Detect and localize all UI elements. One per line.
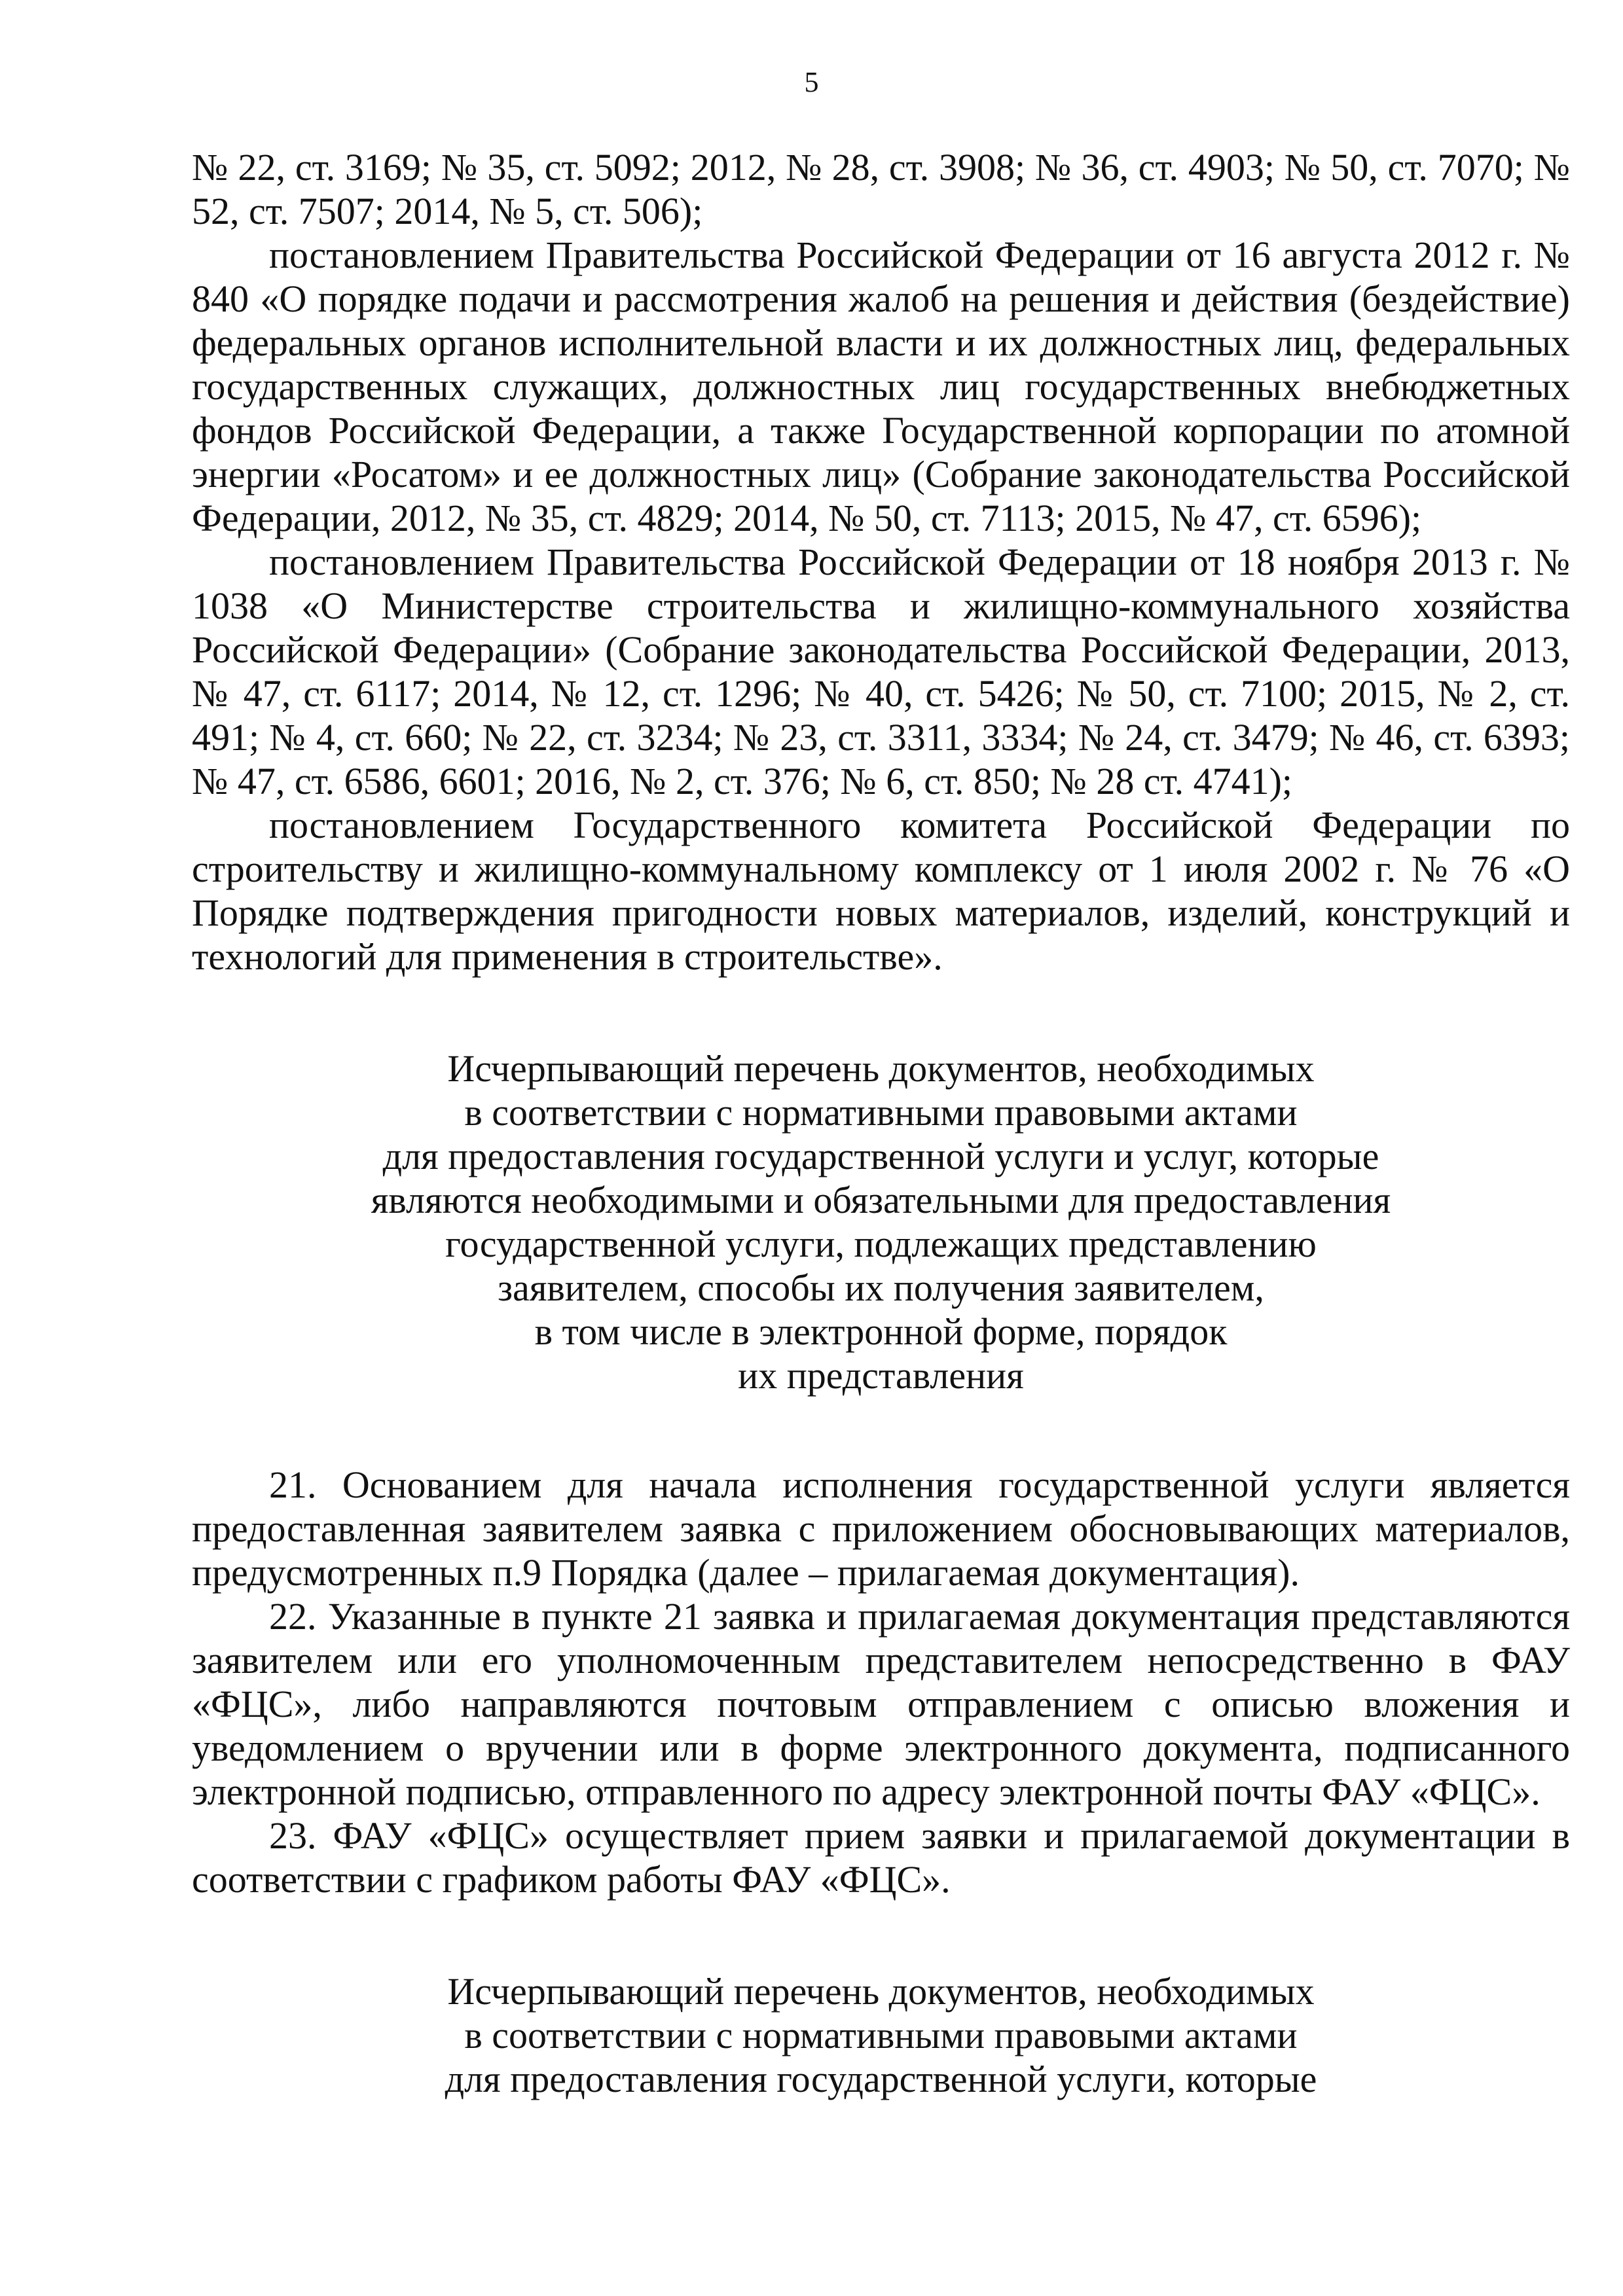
section-heading-documents-list bbox=[192, 1047, 1570, 1397]
item-22: 22. Указанные в пункте 21 заявка и прилагаемая документация представляются заявителем или его уполномоченным представителем непосредственно в ФАУ «ФЦС», либо направляются почтовым отправлением с описью вложения и уведомлением о вручении или в форме электронного документа, подписанного электронной подписью, отправленного по адресу электронной почты ФАУ «ФЦС». bbox=[192, 1595, 1570, 1813]
section-heading-documents-list-2 bbox=[192, 1969, 1570, 2101]
paragraph-resolution-840: постановлением Правительства Российской Федерации от 16 августа 2012 г. № 840 «О порядке подачи и рассмотрения жалоб на решения и действия (бездействие) федеральных органов исполнительной власти и их должностных лиц, федеральных государственных служащих, должностных лиц государственных внебюджетных фондов Российской Федерации, а также Государственной корпорации по атомной энергии «Росатом» и ее должностных лиц» (Собрание законодательства Российской Федерации, 2012, № 35, ст. 4829; 2014, № 50, ст. 7113; 2015, № 47, ст. 6596); bbox=[192, 234, 1570, 539]
heading-line: для предоставления государственной услуги, которые bbox=[445, 2058, 1317, 2100]
heading-line: являются необходимыми и обязательными для предоставления bbox=[371, 1179, 1391, 1221]
document-body bbox=[192, 145, 1570, 2101]
heading-line: Исчерпывающий перечень документов, необходимых bbox=[447, 1970, 1315, 2013]
paragraph-citations-continued: № 22, ст. 3169; № 35, ст. 5092; 2012, № 28, ст. 3908; № 36, ст. 4903; № 50, ст. 7070; № 52, ст. 7507; 2014, № 5, ст. 506); bbox=[192, 146, 1570, 232]
paragraph-resolution-76: постановлением Государственного комитета Российской Федерации по строительству и жилищно-коммунальному комплексу от 1 июля 2002 г. № 76 «О Порядке подтверждения пригодности новых материалов, изделий, конструкций и технологий для применения в строительстве». bbox=[192, 804, 1570, 978]
heading-line: в соответствии с нормативными правовыми актами bbox=[464, 2014, 1298, 2056]
heading-line: заявителем, способы их получения заявителем, bbox=[498, 1266, 1264, 1309]
heading-line: государственной услуги, подлежащих представлению bbox=[445, 1223, 1317, 1265]
paragraph-resolution-1038: постановлением Правительства Российской Федерации от 18 ноября 2013 г. № 1038 «О Министерстве строительства и жилищно-коммунального хозяйства Российской Федерации» (Собрание законодательства Российской Федерации, 2013, № 47, ст. 6117; 2014, № 12, ст. 1296; № 40, ст. 5426; № 50, ст. 7100; 2015, № 2, ст. 491; № 4, ст. 660; № 22, ст. 3234; № 23, ст. 3311, 3334; № 24, ст. 3479; № 46, ст. 6393; № 47, ст. 6586, 6601; 2016, № 2, ст. 376; № 6, ст. 850; № 28 ст. 4741); bbox=[192, 541, 1570, 802]
heading-line: в соответствии с нормативными правовыми актами bbox=[464, 1091, 1298, 1134]
heading-line: их представления bbox=[738, 1354, 1024, 1397]
item-23: 23. ФАУ «ФЦС» осуществляет прием заявки и прилагаемой документации в соответствии с графиком работы ФАУ «ФЦС». bbox=[192, 1814, 1570, 1901]
heading-line: в том числе в электронной форме, порядок bbox=[534, 1310, 1228, 1353]
heading-line: Исчерпывающий перечень документов, необходимых bbox=[447, 1047, 1315, 1090]
heading-line: для предоставления государственной услуги и услуг, которые bbox=[382, 1135, 1379, 1177]
page-number: 5 bbox=[804, 66, 819, 98]
item-21: 21. Основанием для начала исполнения государственной услуги является предоставленная заявителем заявка с приложением обосновывающих материалов, предусмотренных п.9 Порядка (далее – прилагаемая документация). bbox=[192, 1463, 1570, 1594]
